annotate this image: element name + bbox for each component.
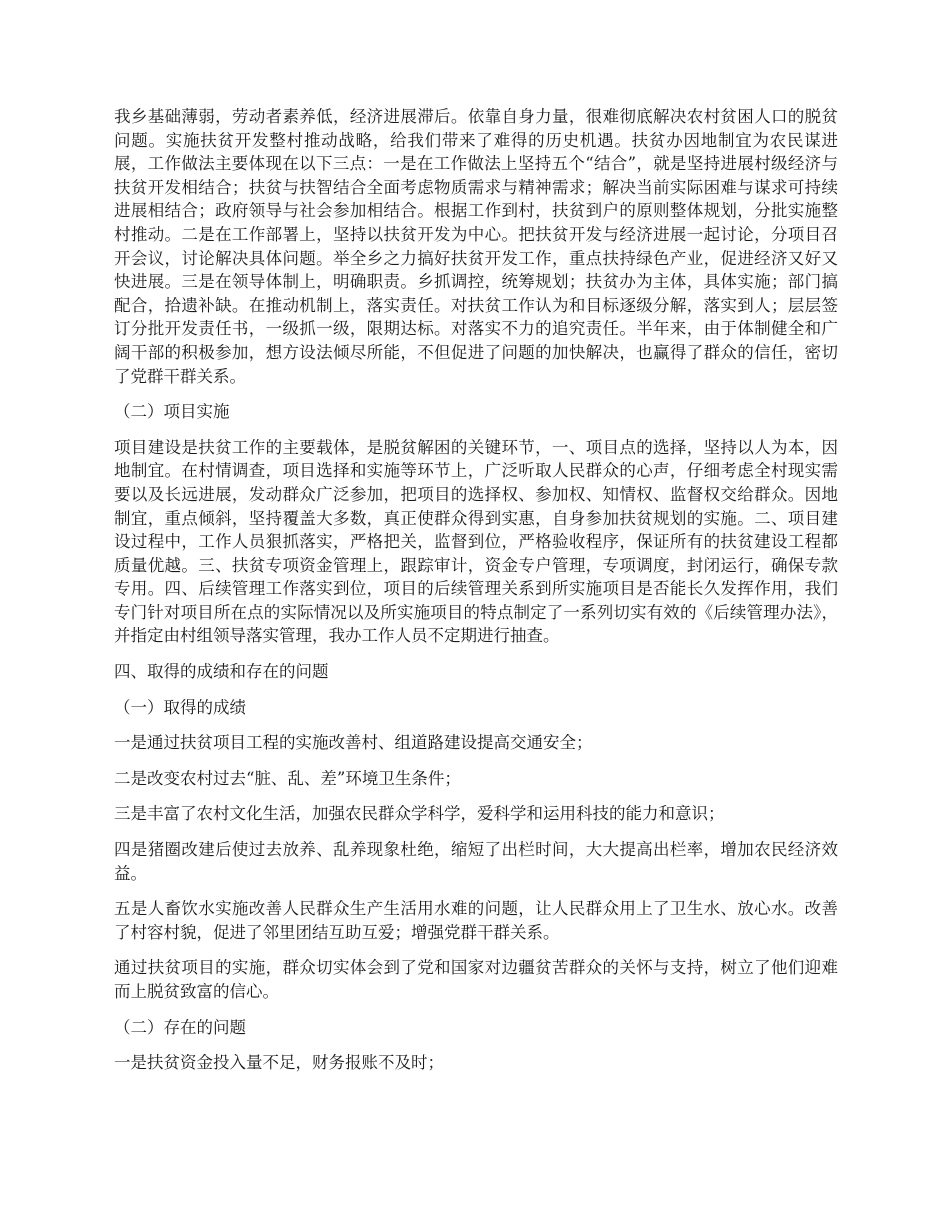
heading-project-implementation: （二）项目实施 xyxy=(114,402,230,422)
document-page xyxy=(114,105,838,1087)
paragraph-project-construction: 项目建设是扶贫工作的主要载体，是脱贫解困的关键环节，一、项目点的选择，坚持以人为本，因地制宜。在村情调查，项目选择和实施等环节上，广泛听取人民群众的心声，仔细考虑全村现实需要以及长远进展，发动群众广泛参加，把项目的选择权、参加权、知情权、监督权交给群众。因地制宜，重点倾斜，坚持覆盖大多数，真正使群众得到实惠，自身参加扶贫规划的实施。二、项目建设过程中，工作人员狠抓落实，严格把关，监督到位，严格验收程序，保证所有的扶贫建设工程都质量优越。三、扶贫专项资金管理上，跟踪审计，资金专户管理，专项调度，封闭运行，确保专款专用。四、后续管理工作落实到位，项目的后续管理关系到所实施项目是否能长久发挥作用，我们专门针对项目所在点的实际情况以及所实施项目的特点制定了一系列切实有效的《后续管理办法》，并指定由村组领导落实管理，我办工作人员不定期进行抽查。 xyxy=(114,437,838,646)
achievement-item-1: 一是通过扶贫项目工程的实施改善村、组道路建设提高交通安全； xyxy=(114,733,593,753)
paragraph-work-methods: 我乡基础薄弱，劳动者素养低，经济进展滞后。依靠自身力量，很难彻底解决农村贫困人口的脱贫问题。实施扶贫开发整村推动战略，给我们带来了难得的历史机遇。扶贫办因地制宜为农民谋进展，工作做法主要体现在以下三点：一是在工作做法上坚持五个“结合”，就是坚持进展村级经济与扶贫开发相结合；扶贫与扶智结合全面考虑物质需求与精神需求；解决当前实际困难与谋求可持续进展相结合；政府领导与社会参加相结合。根据工作到村，扶贫到户的原则整体规划，分批实施整村推动。二是在工作部署上，坚持以扶贫开发为中心。把扶贫开发与经济进展一起讨论，分项目召开会议，讨论解决具体问题。举全乡之力搞好扶贫开发工作，重点扶持绿色产业，促进经济又好又快进展。三是在领导体制上，明确职责。乡抓调控，统筹规划；扶贫办为主体，具体实施；部门搞配合，拾遗补缺。在推动机制上，落实责任。对扶贫工作认为和目标逐级分解，落实到人；层层签订分批开发责任书，一级抓一级，限期达标。对落实不力的追究责任。半年来，由于体制健全和广阔干部的积极参加，想方设法倾尽所能，不但促进了问题的加快解决，也赢得了群众的信任，密切了党群干群关系。 xyxy=(114,107,838,386)
achievement-item-4: 四是猪圈改建后使过去放养、乱养现象杜绝，缩短了出栏时间，大大提高出栏率，增加农民经济效益。 xyxy=(114,840,838,883)
achievement-item-3: 三是丰富了农村文化生活，加强农民群众学科学，爱科学和运用科技的能力和意识； xyxy=(114,804,725,824)
paragraph-summary: 通过扶贫项目的实施，群众切实体会到了党和国家对边疆贫苦群众的关怀与支持，树立了他们迎难而上脱贫致富的信心。 xyxy=(114,958,838,1001)
heading-problems: （二）存在的问题 xyxy=(114,1017,246,1037)
heading-achievements-and-problems: 四、取得的成绩和存在的问题 xyxy=(114,662,329,682)
achievement-item-5: 五是人畜饮水实施改善人民群众生产生活用水难的问题，让人民群众用上了卫生水、放心水。改善了村容村貌，促进了邻里团结互助互爱；增强党群干群关系。 xyxy=(114,899,838,942)
problem-item-1: 一是扶贫资金投入量不足，财务报账不及时； xyxy=(114,1053,444,1073)
heading-achievements: （一）取得的成绩 xyxy=(114,697,246,717)
achievement-item-2: 二是改变农村过去“脏、乱、差”环境卫生条件； xyxy=(114,768,461,788)
